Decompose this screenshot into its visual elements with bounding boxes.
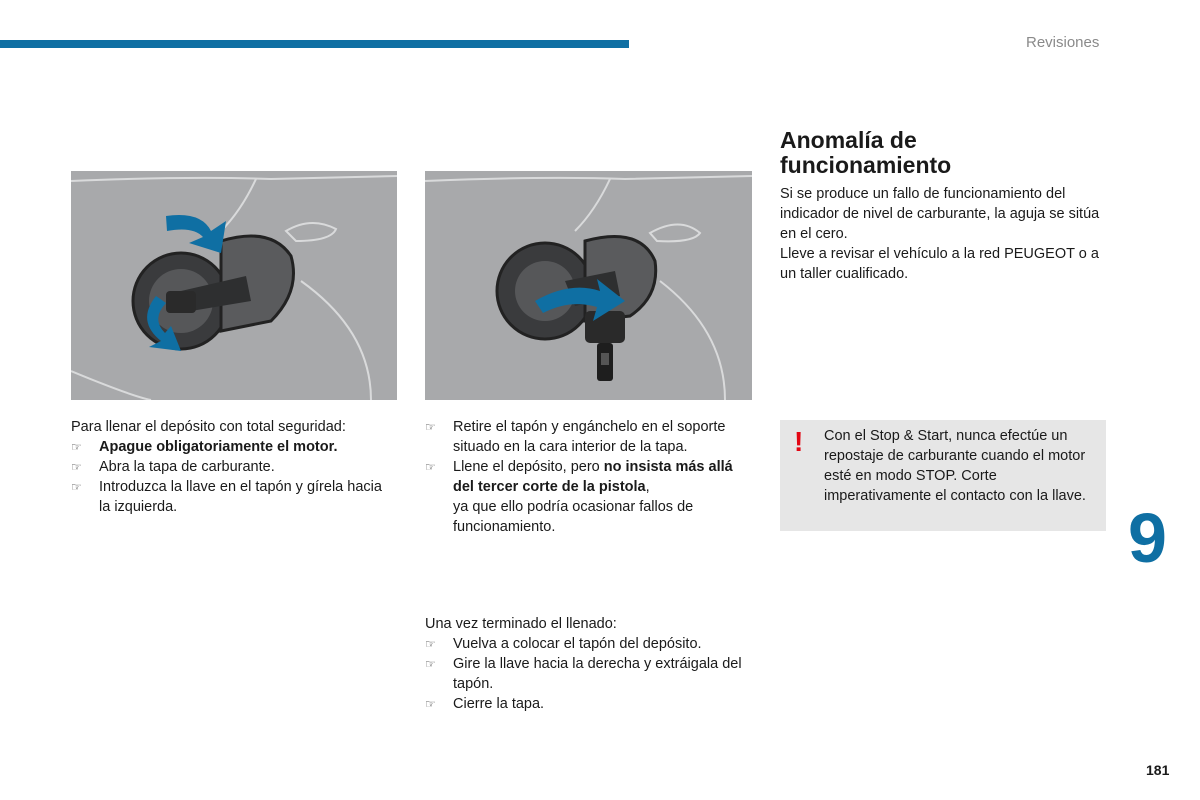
fill-steps-list-2 <box>425 417 745 537</box>
fill-intro: Para llenar el depósito con total seguridad: <box>71 419 346 435</box>
after-fill-intro: Una vez terminado el llenado: <box>425 616 617 632</box>
list-item <box>425 417 745 457</box>
after-fill-instructions <box>425 614 745 714</box>
step-text: Abra la tapa de carburante. <box>99 459 275 475</box>
bullet-marker: ☞ <box>425 420 436 434</box>
anomaly-paragraph-2: Lleve a revisar el vehículo a la red PEUGEOT o a un taller cualificado. <box>780 246 1099 282</box>
section-title: Revisiones <box>1026 34 1100 51</box>
anomaly-heading <box>780 128 1110 178</box>
after-fill-steps-list <box>425 634 745 714</box>
list-item <box>71 457 391 477</box>
bullet-marker: ☞ <box>425 460 436 474</box>
bullet-marker: ☞ <box>71 440 82 454</box>
step-text: Introduzca la llave en el tapón y gírela hacia la izquierda. <box>99 479 382 515</box>
step-text-cont: ya que ello podría ocasionar fallos de funcionamiento. <box>453 499 694 535</box>
step-text: Gire la llave hacia la derecha y extráigala del tapón. <box>453 656 742 692</box>
fill-instructions-start <box>71 417 391 517</box>
step-text: Retire el tapón y engánchelo en el soporte situado en la cara interior de la tapa. <box>453 419 726 455</box>
list-item <box>425 694 745 714</box>
fuel-cap-unlock-illustration <box>71 171 397 400</box>
list-item <box>71 437 391 457</box>
step-text-pre: Llene el depósito, pero <box>453 459 604 475</box>
chapter-number: 9 <box>1128 499 1167 577</box>
list-item <box>425 634 745 654</box>
fill-instructions-continued <box>425 417 745 537</box>
step-text: Cierre la tapa. <box>453 696 545 712</box>
bullet-marker: ☞ <box>425 637 436 651</box>
step-text-emphasis: no insista más allá del tercer corte de la pistola <box>453 459 733 495</box>
header-accent-bar <box>0 40 629 48</box>
warning-icon: ! <box>794 426 804 457</box>
list-item <box>425 654 745 694</box>
page-number: 181 <box>1146 762 1170 778</box>
warning-text: Con el Stop & Start, nunca efectúe un repostaje de carburante cuando el motor esté en modo STOP. Corte imperativamente el contacto con la llave. <box>824 428 1086 504</box>
bullet-marker: ☞ <box>425 657 436 671</box>
bullet-marker: ☞ <box>71 480 82 494</box>
anomaly-body <box>780 184 1110 284</box>
list-item <box>425 457 745 537</box>
step-text: Vuelva a colocar el tapón del depósito. <box>453 636 702 652</box>
step-text: Apague obligatoriamente el motor. <box>99 439 338 455</box>
step-text-post: , <box>645 479 650 495</box>
fuel-cap-hook-illustration <box>425 171 752 400</box>
list-item <box>71 477 391 517</box>
anomaly-paragraph-1: Si se produce un fallo de funcionamiento del indicador de nivel de carburante, la aguja se sitúa en el cero. <box>780 186 1100 242</box>
anomaly-heading-line1: Anomalía de <box>780 127 917 153</box>
bullet-marker: ☞ <box>71 460 82 474</box>
bullet-marker: ☞ <box>425 697 436 711</box>
anomaly-heading-line2: funcionamiento <box>780 152 952 178</box>
warning-box <box>780 420 1106 531</box>
fill-steps-list <box>71 437 391 517</box>
fuel-cap-open-key-icon <box>71 171 397 400</box>
fuel-cap-hook-icon <box>425 171 752 400</box>
